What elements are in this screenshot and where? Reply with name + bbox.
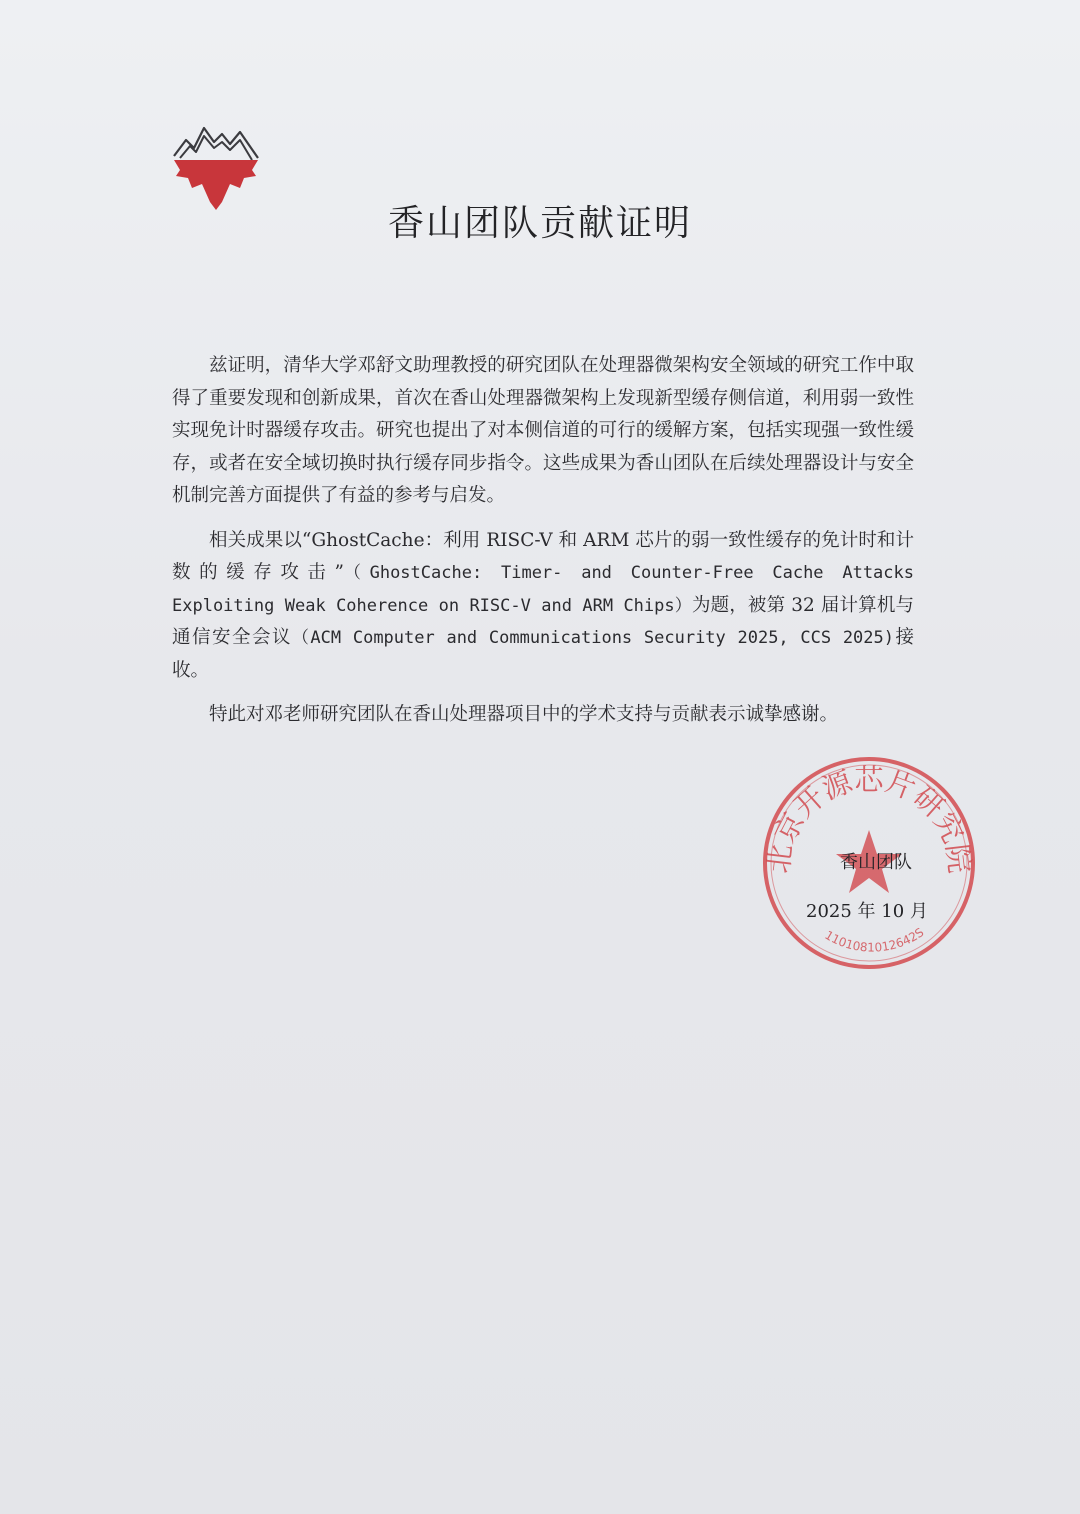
seal-code: 1101081012642S	[822, 925, 927, 955]
page-title: 香山团队贡献证明	[387, 203, 692, 244]
svg-text:1101081012642S	[822, 925, 926, 955]
seal-org-name: 北京开源芯片研究院	[761, 762, 977, 876]
paragraph-2	[172, 525, 914, 688]
paper-english-title: （GhostCache: Timer- and Counter-Free Cache Attacks Exploiting Weak Coherence on RISC-V and ARM Chips）	[172, 563, 914, 616]
paragraph-1: 兹证明，清华大学邓舒文助理教授的研究团队在处理器微架构安全领域的研究工作中取得了重要发现和创新成果，首次在香山处理器微架构上发现新型缓存侧信道，利用弱一致性实现免计时器缓存攻击。研究也提出了对本侧信道的可行的缓解方案，包括实现强一致性缓存，或者在安全域切换时执行缓存同步指令。这些成果为香山团队在后续处理器设计与安全机制完善方面提供了有益的参考与启发。	[172, 355, 914, 506]
paragraph-2-middle: 为题，被第 32 届计算机与通信安全会议	[172, 594, 914, 648]
conference-name: （ACM Computer and Communications Security 2025, CCS 2025)	[291, 628, 894, 648]
document-body	[172, 350, 914, 744]
paragraph-2-end: 接收。	[172, 627, 914, 681]
paragraph-3: 特此对邓老师研究团队在香山处理器项目中的学术支持与贡献表示诚挚感谢。	[209, 704, 839, 725]
paragraph-2-intro: 相关成果以“GhostCache：利用 RISC-V 和 ARM 芯片的弱一致性缓存的免计时和计数的缓存攻击”	[172, 529, 914, 583]
signature-team: 香山团队	[840, 852, 912, 873]
signature-date: 2025 年 10 月	[806, 901, 928, 922]
